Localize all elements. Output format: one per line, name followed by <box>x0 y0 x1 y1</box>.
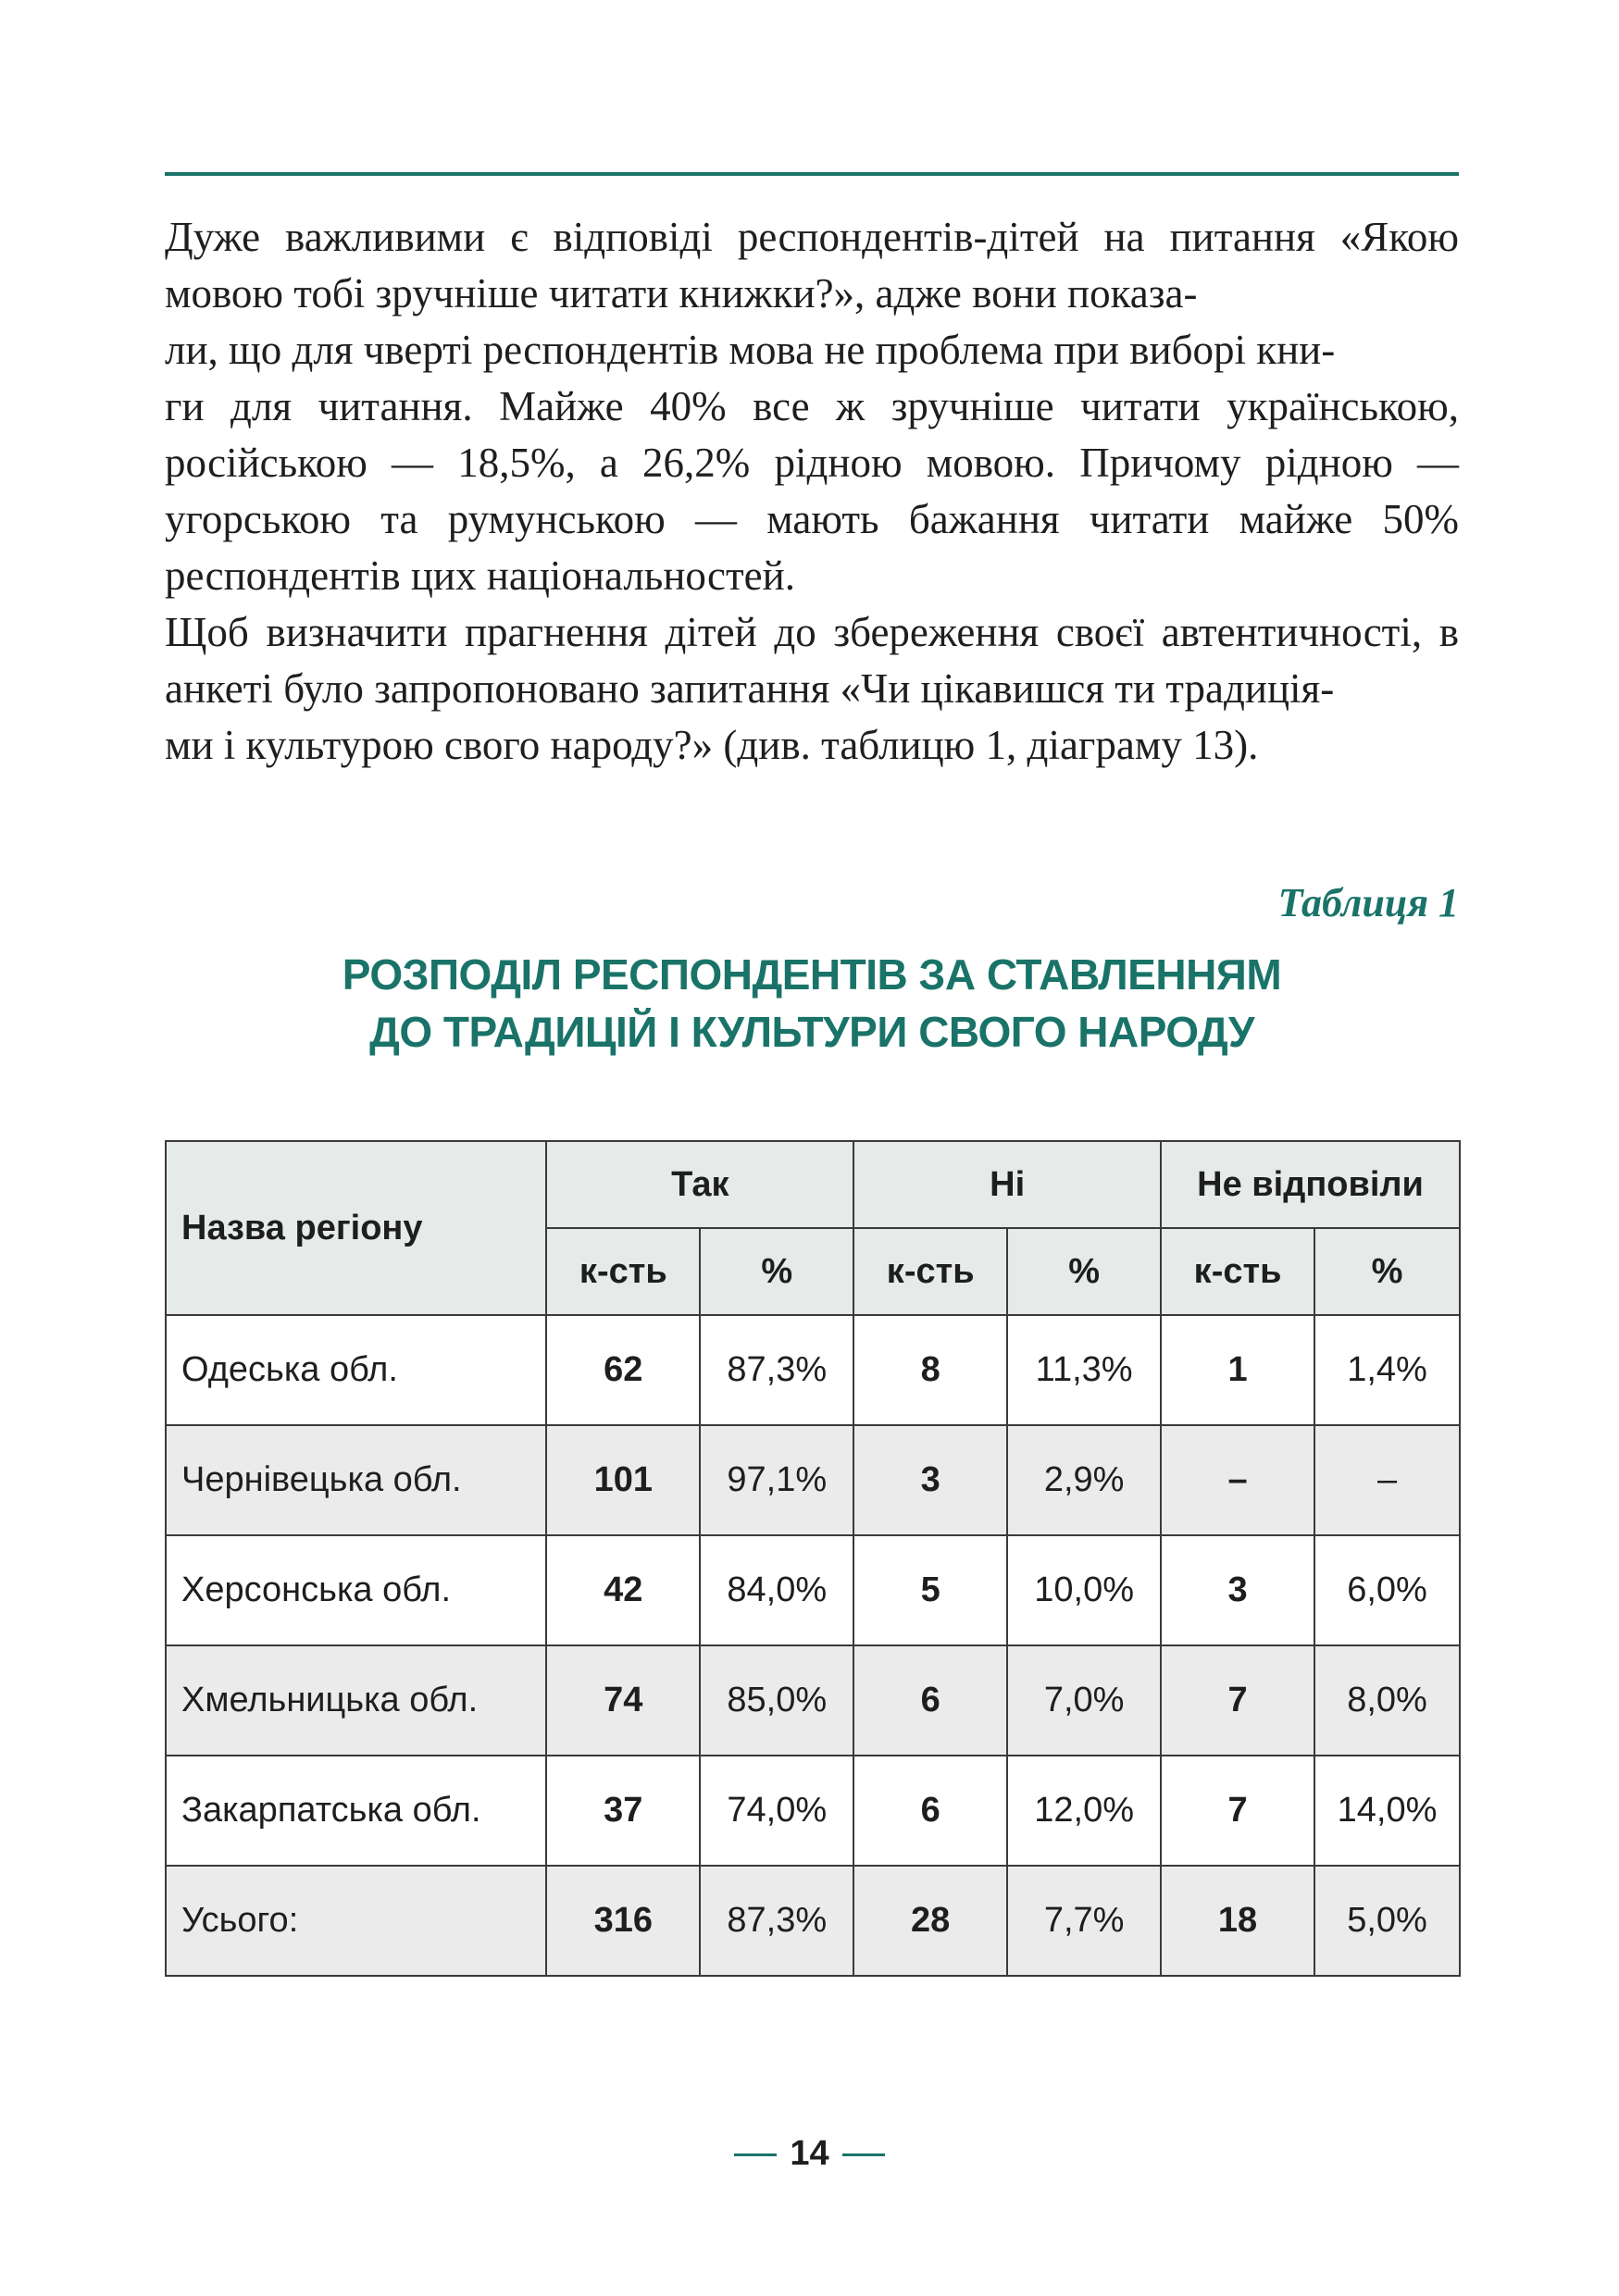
yes-count-cell: 74 <box>546 1645 700 1756</box>
no-count-cell: 6 <box>853 1645 1007 1756</box>
page-footer <box>0 2134 1619 2174</box>
subheader-percent: % <box>700 1228 853 1315</box>
region-cell: Хмельницька обл. <box>166 1645 546 1756</box>
region-cell: Херсонська обл. <box>166 1535 546 1645</box>
table-row <box>166 1315 1460 1425</box>
no-answer-count-cell: 7 <box>1161 1645 1314 1756</box>
group-header-no: Ні <box>853 1141 1161 1228</box>
no-percent-cell: 12,0% <box>1007 1756 1161 1866</box>
no-answer-count-cell: 7 <box>1161 1756 1314 1866</box>
yes-count-cell: 37 <box>546 1756 700 1866</box>
yes-percent-cell: 85,0% <box>700 1645 853 1756</box>
table-header-row <box>166 1141 1460 1228</box>
no-answer-percent-cell: 1,4% <box>1314 1315 1460 1425</box>
top-rule <box>165 172 1459 176</box>
yes-count-cell: 316 <box>546 1866 700 1976</box>
no-count-cell: 8 <box>853 1315 1007 1425</box>
no-answer-count-cell: 18 <box>1161 1866 1314 1976</box>
group-header-no-answer: Не відповіли <box>1161 1141 1460 1228</box>
no-percent-cell: 11,3% <box>1007 1315 1161 1425</box>
yes-count-cell: 62 <box>546 1315 700 1425</box>
subheader-count: к-сть <box>546 1228 700 1315</box>
no-answer-count-cell: – <box>1161 1425 1314 1535</box>
table-row <box>166 1535 1460 1645</box>
yes-percent-cell: 97,1% <box>700 1425 853 1535</box>
no-answer-percent-cell: 6,0% <box>1314 1535 1460 1645</box>
subheader-percent: % <box>1314 1228 1460 1315</box>
no-count-cell: 3 <box>853 1425 1007 1535</box>
yes-count-cell: 101 <box>546 1425 700 1535</box>
no-percent-cell: 7,0% <box>1007 1645 1161 1756</box>
no-percent-cell: 10,0% <box>1007 1535 1161 1645</box>
subheader-count: к-сть <box>853 1228 1007 1315</box>
subheader-count: к-сть <box>1161 1228 1314 1315</box>
body-text <box>165 209 1459 774</box>
no-answer-percent-cell: 8,0% <box>1314 1645 1460 1756</box>
yes-count-cell: 42 <box>546 1535 700 1645</box>
table-row <box>166 1645 1460 1756</box>
no-percent-cell: 7,7% <box>1007 1866 1161 1976</box>
no-answer-count-cell: 1 <box>1161 1315 1314 1425</box>
table-row <box>166 1425 1460 1535</box>
no-answer-count-cell: 3 <box>1161 1535 1314 1645</box>
no-answer-percent-cell: 14,0% <box>1314 1756 1460 1866</box>
yes-percent-cell: 74,0% <box>700 1756 853 1866</box>
no-answer-percent-cell: – <box>1314 1425 1460 1535</box>
table-row <box>166 1756 1460 1866</box>
no-count-cell: 5 <box>853 1535 1007 1645</box>
paragraph: Щоб визначити прагнення дітей до збереження своєї автентичності, в анкеті було запропоновано запитання «Чи цікавишся ти традиція- ми і культурою свого народу?» (див. таблицю 1, діаграму 13). <box>165 609 1459 768</box>
yes-percent-cell: 84,0% <box>700 1535 853 1645</box>
region-header: Назва регіону <box>166 1141 546 1315</box>
table-label: Таблиця 1 <box>1277 880 1459 925</box>
table-total-row <box>166 1866 1460 1976</box>
footer-dash-left <box>734 2153 777 2156</box>
group-header-yes: Так <box>546 1141 853 1228</box>
yes-percent-cell: 87,3% <box>700 1866 853 1976</box>
region-cell: Чернівецька обл. <box>166 1425 546 1535</box>
table-title: РОЗПОДІЛ РЕСПОНДЕНТІВ ЗА СТАВЛЕННЯМ ДО ТРАДИЦІЙ І КУЛЬТУРИ СВОГО НАРОДУ <box>342 950 1282 1056</box>
page-number: 14 <box>790 2134 829 2173</box>
no-answer-percent-cell: 5,0% <box>1314 1866 1460 1976</box>
yes-percent-cell: 87,3% <box>700 1315 853 1425</box>
region-cell: Одеська обл. <box>166 1315 546 1425</box>
no-count-cell: 28 <box>853 1866 1007 1976</box>
data-table <box>165 1140 1461 1977</box>
subheader-percent: % <box>1007 1228 1161 1315</box>
no-count-cell: 6 <box>853 1756 1007 1866</box>
region-cell: Закарпатська обл. <box>166 1756 546 1866</box>
footer-dash-right <box>842 2153 885 2156</box>
region-cell: Усього: <box>166 1866 546 1976</box>
paragraph: Дуже важливими є відповіді респондентів-дітей на питання «Якою мовою тобі зручніше читати книжки?», адже вони показа- ли, що для чверті респондентів мова не проблема при виборі кни- ги для читання. Майже 40% все ж зручніше читати українською, російською — 18,5%, а 26,2% рідною мовою. Причому рідною — угорською та румунською — мають бажання читати майже 50% респондентів цих національностей. <box>165 214 1459 599</box>
no-percent-cell: 2,9% <box>1007 1425 1161 1535</box>
